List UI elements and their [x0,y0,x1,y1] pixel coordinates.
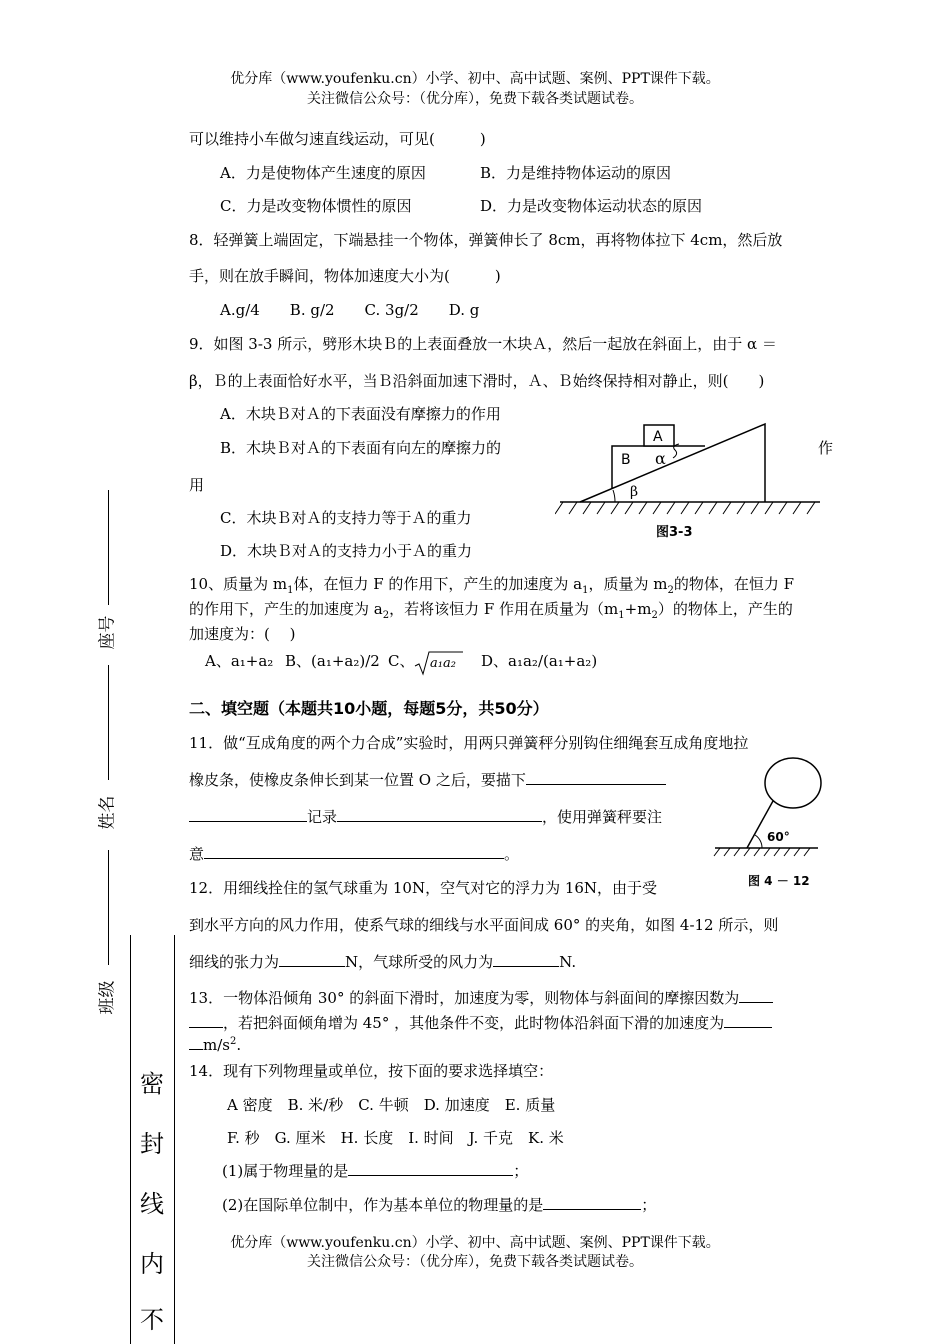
q10-option-a: A、a₁+a₂ [205,652,274,670]
fig33-alpha: α [655,449,666,468]
fig33-beta: β [630,484,639,500]
q11-line-4: 意 。 [189,845,520,863]
class-label: 班级 [97,980,118,1015]
seat-label: 座号 [97,615,118,650]
footer-line-2: 关注微信公众号：（优分库），免费下载各类试题试卷。 [307,1254,643,1270]
q9-option-a: A．木块Ｂ对Ａ的下表面没有摩擦力的作用 [220,405,501,423]
header-line-2: 关注微信公众号：（优分库），免费下载各类试题试卷。 [307,91,643,107]
q13-line-2: ，若把斜面倾角增为 45° ，其他条件不变，此时物体沿斜面下滑的加速度为 [189,1012,772,1033]
q13-line-1: 13．一物体沿倾角 30° 的斜面下滑时，加速度为零，则物体与斜面间的摩擦因数为 [189,987,773,1008]
q9-line-1: 9．如图 3-3 所示，劈形木块Ｂ的上表面叠放一木块Ａ，然后一起放在斜面上，由于 α ＝ [189,335,777,353]
seal-char-5: 不 [140,1306,164,1334]
footer-line-1: 优分库（www.youfenku.cn）小学、初中、高中试题、案例、PPT课件下载。 [230,1235,720,1251]
q9-line-2: β，Ｂ的上表面恰好水平，当Ｂ沿斜面加速下滑时，Ａ、Ｂ始终保持相对静止，则( ) [189,372,765,390]
figure-4-12 [710,755,830,890]
q10-option-d: D、a₁a₂/(a₁+a₂) [481,652,598,670]
seat-fill-line [108,490,109,605]
section-2-title: 二、填空题（本题共10小题，每题5分，共50分） [189,699,549,718]
q9-option-b-tail: 作 [818,439,834,457]
q14-part-2: (2)在国际单位制中，作为基本单位的物理量的是 ； [222,1196,657,1214]
q10-line-3: 加速度为：( ) [189,625,296,643]
q9-option-d: D．木块Ｂ对Ａ的支持力小于Ａ的重力 [220,542,473,560]
seal-border-right [174,935,175,1344]
q12-line-1: 12．用细线拴住的氢气球重为 10N，空气对它的浮力为 16N，由于受 [189,879,658,897]
fig412-angle: 60° [767,830,790,844]
q7-option-b: B．力是维持物体运动的原因 [480,164,672,182]
seal-border-left [130,935,131,1344]
seal-char-1: 密 [140,1070,164,1098]
q10-line-2: 的作用下，产生的加速度为 $a_2$，若将该恒力 F 作用在质量为$(m_1+m_2)$的物体上，产生的 [189,600,793,621]
fig33-label-a: A [653,429,663,445]
seal-char-4: 内 [140,1250,164,1278]
q10-line-1: 10、质量为 $m_1$体，在恒力 F 的作用下，产生的加速度为 $a_1$，质量为 $m_2$的物体，在恒力 F [189,575,795,596]
seal-char-2: 封 [140,1130,164,1158]
class-fill-line [108,850,109,965]
q10-sqrt-expr: a₁a₂ [430,656,456,671]
q9-option-b: B．木块Ｂ对Ａ的下表面有向左的摩擦力的 [220,439,502,457]
name-label: 姓名 [97,795,118,830]
q11-line-3: 记录 ，使用弹簧秤要注 [189,806,662,827]
q14-part-1: (1)属于物理量的是 ； [222,1162,529,1180]
q14-row-2: F. 秒 G. 厘米 H. 长度 I. 时间 J. 千克 K. 米 [227,1129,564,1147]
q7-option-a: A．力是使物体产生速度的原因 [220,164,426,182]
q7-stem: 可以维持小车做匀速直线运动，可见( ) [189,130,486,148]
header-line-1: 优分库（www.youfenku.cn）小学、初中、高中试题、案例、PPT课件下载。 [230,71,720,87]
q9-option-b-wrap: 用 [189,476,205,494]
fig33-label-b: B [621,452,631,468]
name-fill-line [108,665,109,780]
q9-option-c: C．木块Ｂ对Ａ的支持力等于Ａ的重力 [220,509,472,527]
figure-3-3 [555,418,820,548]
q13-line-3: $m/s^2$. [189,1035,241,1054]
q10-option-b: B、(a₁+a₂)/2 [285,652,380,670]
q14-row-1: A 密度 B. 米/秒 C. 牛顿 D. 加速度 E. 质量 [227,1096,556,1114]
q7-option-c: C．力是改变物体惯性的原因 [220,197,412,215]
q10-option-c: C、 [388,652,415,670]
q11-line-2: 橡皮条，使橡皮条伸长到某一位置 O 之后，要描下 [189,769,666,790]
q8-line-1: 8．轻弹簧上端固定，下端悬挂一个物体，弹簧伸长了 8cm，再将物体拉下 4cm，然后放 [189,231,783,249]
q8-line-2: 手，则在放手瞬间，物体加速度大小为( ) [189,267,501,285]
fig33-caption: 图3-3 [656,525,693,540]
q8-options: A.g/4 B. g/2 C. 3g/2 D. g [220,301,480,319]
q7-option-d: D．力是改变物体运动状态的原因 [480,197,703,215]
seal-char-3: 线 [140,1190,164,1218]
fig412-caption: 图 4 － 12 [748,874,810,888]
q12-line-2: 到水平方向的风力作用，使系气球的细线与水平面间成 60° 的夹角，如图 4-12 所示，则 [189,916,779,934]
q12-line-3: 细线的张力为 N，气球所受的风力为 N. [189,953,577,971]
q11-line-1: 11．做“互成角度的两个力合成”实验时，用两只弹簧秤分别钩住细绳套互成角度地拉 [189,734,749,752]
q14-stem: 14．现有下列物理量或单位，按下面的要求选择填空： [189,1062,554,1080]
